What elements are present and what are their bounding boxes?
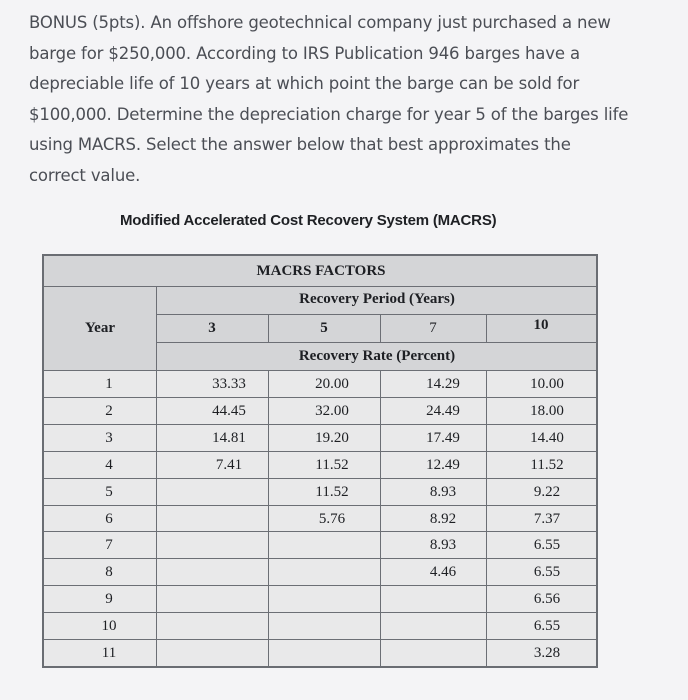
header-year: Year [85, 320, 115, 336]
question-line: $100,000. Determine the depreciation charge for year 5 of the barges life [29, 104, 629, 124]
year-cell: 7 [105, 537, 113, 553]
rate-cell-p7: 8.92 [429, 511, 457, 527]
rate-cell-p7: 4.46 [429, 564, 457, 580]
header-period-5: 5 [320, 320, 328, 336]
rate-cell-p7: 12.49 [426, 457, 460, 473]
year-cell: 2 [105, 403, 113, 419]
question-line: barge for $250,000. According to IRS Publication 946 barges have a [29, 43, 580, 63]
header-divider [156, 342, 596, 343]
rate-cell-p7: 14.29 [426, 376, 460, 392]
row-divider [44, 478, 596, 479]
rate-cell-p10: 18.00 [530, 403, 564, 419]
macrs-table [42, 254, 598, 668]
header-period-3: 3 [208, 320, 216, 336]
rate-cell-p10: 7.37 [533, 511, 561, 527]
header-period-10: 10 [533, 317, 549, 333]
rate-cell-p3: 7.41 [215, 457, 243, 473]
rate-cell-p5: 11.52 [315, 457, 349, 473]
rate-cell-p5: 5.76 [318, 511, 346, 527]
rate-cell-p10: 10.00 [530, 376, 564, 392]
year-cell: 6 [105, 511, 113, 527]
table-title: Modified Accelerated Cost Recovery System (MACRS) [120, 212, 497, 229]
rate-cell-p5: 11.52 [315, 484, 349, 500]
rate-cell-p10: 14.40 [530, 430, 564, 446]
rate-cell-p3: 44.45 [212, 403, 246, 419]
header-recovery-period: Recovery Period (Years) [299, 291, 455, 307]
header-macrs-factors: MACRS FACTORS [256, 263, 386, 279]
rate-cell-p5: 20.00 [315, 376, 349, 392]
rate-cell-p5: 19.20 [315, 430, 349, 446]
row-divider [44, 639, 596, 640]
year-cell: 3 [105, 430, 113, 446]
rate-cell-p10: 9.22 [533, 484, 561, 500]
row-divider [44, 558, 596, 559]
year-cell: 11 [101, 645, 117, 661]
header-divider [156, 314, 596, 315]
rate-cell-p10: 6.56 [533, 591, 561, 607]
rate-cell-p10: 11.52 [530, 457, 564, 473]
column-divider [380, 370, 381, 666]
question-text [29, 8, 669, 191]
rate-cell-p7: 17.49 [426, 430, 460, 446]
rate-cell-p7: 24.49 [426, 403, 460, 419]
year-cell: 5 [105, 484, 113, 500]
row-divider [44, 451, 596, 452]
rate-cell-p10: 6.55 [533, 618, 561, 634]
year-cell: 9 [105, 591, 113, 607]
header-period-7: 7 [429, 320, 437, 336]
year-cell: 10 [101, 618, 117, 634]
year-cell: 1 [105, 376, 113, 392]
row-divider [44, 424, 596, 425]
rate-cell-p3: 14.81 [212, 430, 246, 446]
question-line: BONUS (5pts). An offshore geotechnical company just purchased a new [29, 13, 611, 32]
rate-cell-p3: 33.33 [212, 376, 246, 392]
column-divider [156, 286, 157, 666]
header-divider [44, 370, 596, 371]
row-divider [44, 397, 596, 398]
rate-cell-p10: 6.55 [533, 537, 561, 553]
year-cell: 4 [105, 457, 113, 473]
column-divider [268, 370, 269, 666]
rate-cell-p10: 3.28 [533, 645, 561, 661]
rate-cell-p5: 32.00 [315, 403, 349, 419]
row-divider [44, 531, 596, 532]
question-line: correct value. [29, 165, 141, 185]
rate-cell-p7: 8.93 [429, 484, 457, 500]
rate-cell-p10: 6.55 [533, 564, 561, 580]
row-divider [44, 612, 596, 613]
header-divider [44, 286, 596, 287]
row-divider [44, 505, 596, 506]
header-recovery-rate: Recovery Rate (Percent) [298, 348, 456, 364]
question-line: using MACRS. Select the answer below that best approximates the [29, 135, 571, 154]
question-line: depreciable life of 10 years at which point the barge can be sold for [29, 74, 580, 93]
row-divider [44, 585, 596, 586]
column-divider [486, 370, 487, 666]
rate-cell-p7: 8.93 [429, 537, 457, 553]
year-cell: 8 [105, 564, 113, 580]
